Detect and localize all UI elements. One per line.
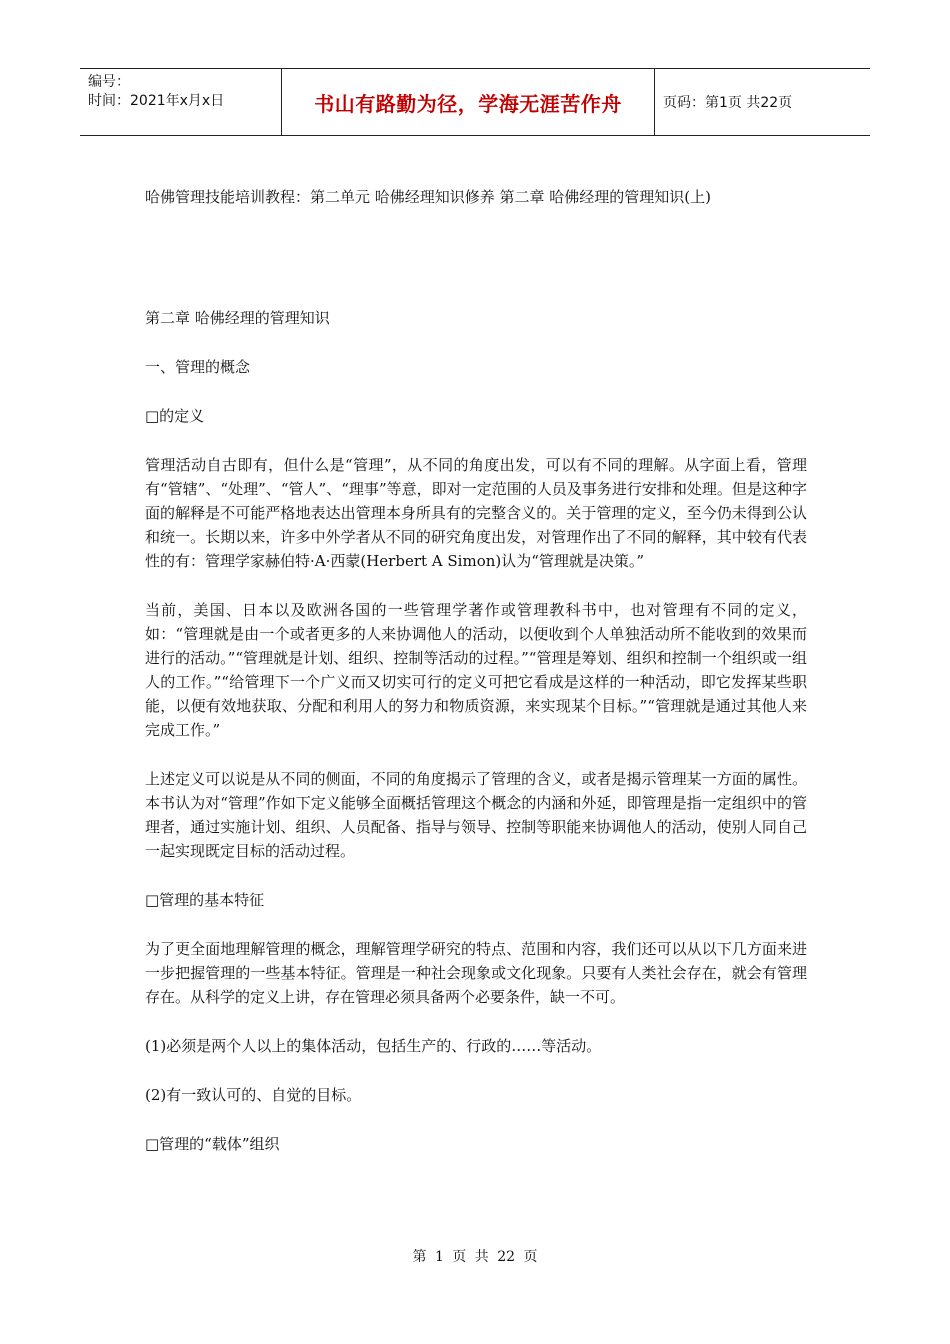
- subsection-heading: □管理的“载体”组织: [145, 1135, 280, 1153]
- page-footer: 第 1 页 共 22 页: [412, 1249, 538, 1265]
- body-paragraph: 上述定义可以说是从不同的侧面，不同的角度揭示了管理的含义，或者是揭示管理某一方面的属性。本书认为对“管理”作如下定义能够全面概括管理这个概念的内涵和外延，即管理是指一定组织中的管理者，通过实施计划、组织、人员配备、指导与领导、控制等职能来协调他人的活动，使别人同自己一起实现既定目标的活动过程。: [145, 770, 807, 860]
- chapter-heading: 第二章 哈佛经理的管理知识: [145, 309, 330, 327]
- body-paragraph: 管理活动自古即有，但什么是“管理”，从不同的角度出发，可以有不同的理解。从字面上看，管理有“管辖”、“处理”、“管人”、“理事”等意，即对一定范围的人员及事务进行安排和处理。但是这种字面的解释是不可能严格地表达出管理本身所具有的完整含义的。关于管理的定义，至今仍未得到公认和统一。长期以来，许多中外学者从不同的研究角度出发，对管理作出了不同的解释，其中较有代表性的有：管理学家赫伯特·A·西蒙(Herbert A Simon)认为“管理就是决策。”: [145, 456, 807, 570]
- body-paragraph: 为了更全面地理解管理的概念，理解管理学研究的特点、范围和内容，我们还可以从以下几方面来进一步把握管理的一些基本特征。管理是一种社会现象或文化现象。只要有人类社会存在，就会有管理存在。从科学的定义上讲，存在管理必须具备两个必要条件，缺一不可。: [145, 940, 807, 1006]
- header-meta: [80, 69, 282, 135]
- section-heading: 一、管理的概念: [145, 358, 251, 376]
- header-motto: 书山有路勤为径，学海无涯苦作舟: [282, 69, 655, 135]
- subsection-heading: □的定义: [145, 407, 205, 425]
- subsection-heading: □管理的基本特征: [145, 891, 265, 909]
- list-item: (1)必须是两个人以上的集体活动，包括生产的、行政的……等活动。: [145, 1037, 602, 1055]
- list-item: (2)有一致认可的、自觉的目标。: [145, 1086, 362, 1104]
- document-body: [145, 306, 807, 1181]
- number-label: 编号：: [88, 74, 130, 90]
- time-label: 时间：2021年x月x日: [88, 93, 225, 109]
- document-header: [80, 68, 870, 136]
- document-title: 哈佛管理技能培训教程：第二单元 哈佛经理知识修养 第二章 哈佛经理的管理知识(上): [145, 188, 712, 206]
- body-paragraph: 当前，美国、日本以及欧洲各国的一些管理学著作或管理教科书中，也对管理有不同的定义，如：“管理就是由一个或者更多的人来协调他人的活动，以便收到个人单独活动所不能收到的效果而进行的活动。”“管理就是计划、组织、控制等活动的过程。”“管理是筹划、组织和控制一个组织或一组人的工作。”“给管理下一个广义而又切实可行的定义可把它看成是这样的一种活动，即它发挥某些职能，以便有效地获取、分配和利用人的努力和物质资源，来实现某个目标。”“管理就是通过其他人来完成工作。”: [145, 601, 807, 739]
- header-page-info: 页码：第1页 共22页: [663, 95, 793, 111]
